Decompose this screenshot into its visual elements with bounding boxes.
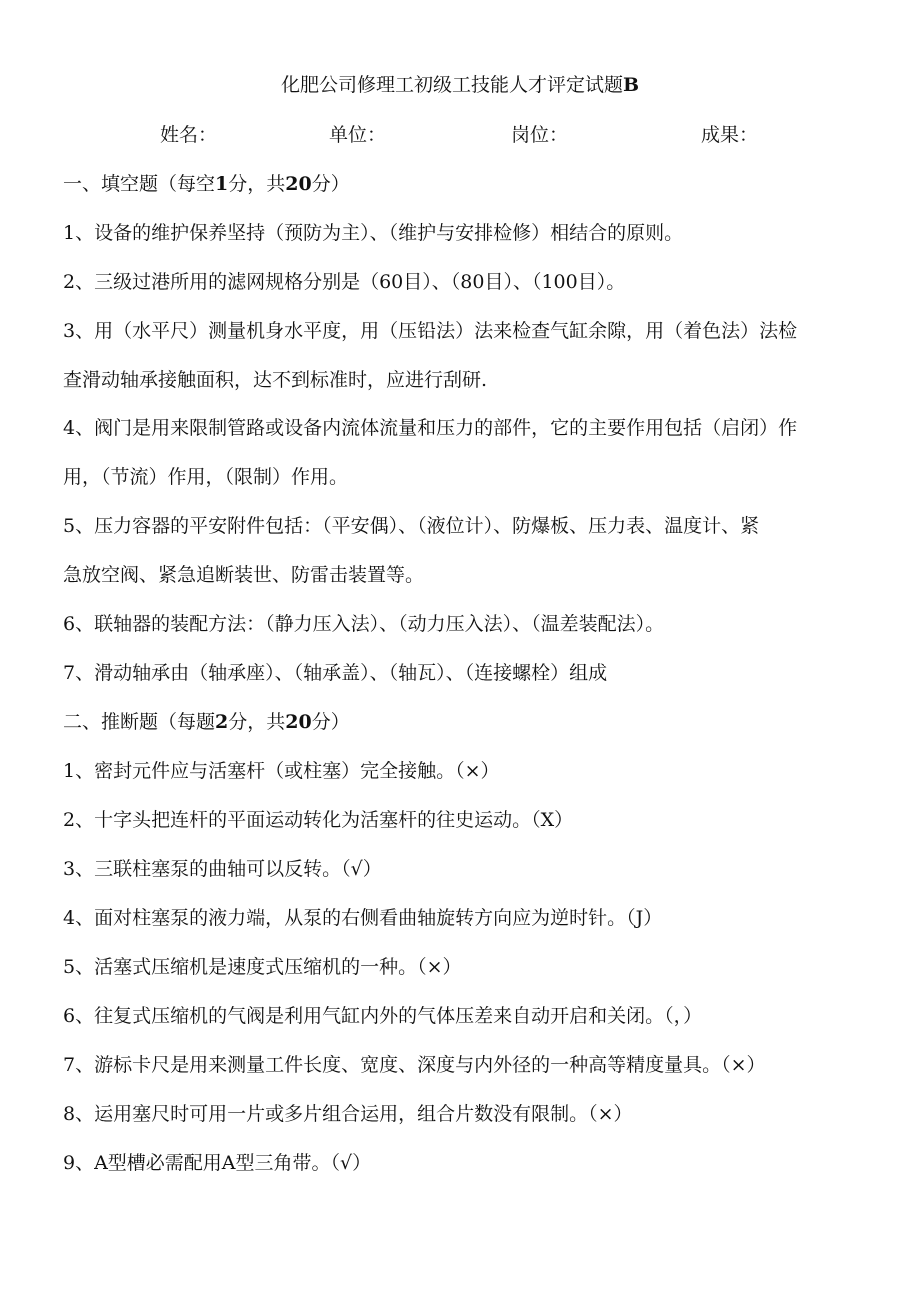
question-line: 2、十字头把连杆的平面运动转化为活塞杆的往史运动。（X） xyxy=(63,809,574,831)
score-field-label: 成果： xyxy=(701,124,759,146)
exam-title-suffix: B xyxy=(622,74,640,96)
unit-field-label: 单位： xyxy=(329,124,387,146)
question-line: 7、游标卡尺是用来测量工件长度、宽度、深度与内外径的一种高等精度量具。（×） xyxy=(63,1054,766,1076)
question-line: 用，（节流）作用，（限制）作用。 xyxy=(63,466,349,488)
question-line: 5、活塞式压缩机是速度式压缩机的一种。（×） xyxy=(63,956,462,978)
section1-heading-e: 分） xyxy=(311,173,350,195)
post-field-label: 岗位： xyxy=(511,124,569,146)
name-field-label: 姓名： xyxy=(160,124,218,146)
question-line: 9、A型槽必需配用A型三角带。（√） xyxy=(63,1152,372,1174)
question-line: 6、往复式压缩机的气阀是利用气缸内外的气体压差来自动开启和关闭。（，） xyxy=(63,1005,703,1027)
question-line: 急放空阀、紧急追断装世、防雷击装置等。 xyxy=(63,564,425,586)
section1-heading-d: 20 xyxy=(285,173,312,195)
section1-heading-b: 1 xyxy=(215,173,229,195)
question-line: 查滑动轴承接触面积，达不到标准时，应进行刮研. xyxy=(63,369,488,391)
section2-heading-c: 分，共 xyxy=(228,711,286,733)
question-line: 7、滑动轴承由（轴承座）、（轴承盖）、（轴瓦）、（连接螺栓）组成 xyxy=(63,662,608,684)
section2-heading-a: 二、推断题（每题 xyxy=(63,711,216,733)
section2-heading-d: 20 xyxy=(285,711,312,733)
question-line: 3、三联柱塞泵的曲轴可以反转。（√） xyxy=(63,858,382,880)
section2-heading-e: 分） xyxy=(311,711,350,733)
question-line: 4、阀门是用来限制管路或设备内流体流量和压力的部件，它的主要作用包括（启闭）作 xyxy=(63,417,798,439)
question-line: 3、用（水平尺）测量机身水平度，用（压铅法）法来检查气缸余隙，用（着色法）法检 xyxy=(63,320,798,342)
question-line: 5、压力容器的平安附件包括：（平安偶）、（液位计）、防爆板、压力表、温度计、紧 xyxy=(63,515,760,537)
section2-heading-b: 2 xyxy=(215,711,229,733)
section1-heading xyxy=(63,170,853,198)
section2-heading xyxy=(63,708,853,736)
exam-title xyxy=(0,71,920,99)
question-line: 1、密封元件应与活塞杆（或柱塞）完全接触。（×） xyxy=(63,760,500,782)
question-line: 8、运用塞尺时可用一片或多片组合运用，组合片数没有限制。（×） xyxy=(63,1103,633,1125)
question-line: 2、三级过港所用的滤网规格分别是（60目）、（80目）、（100目）。 xyxy=(63,271,626,293)
question-line: 1、设备的维护保养坚持（预防为主）、（维护与安排检修）相结合的原则。 xyxy=(63,222,684,244)
question-line: 6、联轴器的装配方法：（静力压入法）、（动力压入法）、（温差装配法）。 xyxy=(63,613,665,635)
section1-heading-a: 一、填空题（每空 xyxy=(63,173,216,195)
section1-heading-c: 分，共 xyxy=(228,173,286,195)
question-line: 4、面对柱塞泵的液力端，从泵的右侧看曲轴旋转方向应为逆时针。（J） xyxy=(63,907,663,929)
exam-title-text: 化肥公司修理工初级工技能人才评定试题 xyxy=(280,74,623,96)
